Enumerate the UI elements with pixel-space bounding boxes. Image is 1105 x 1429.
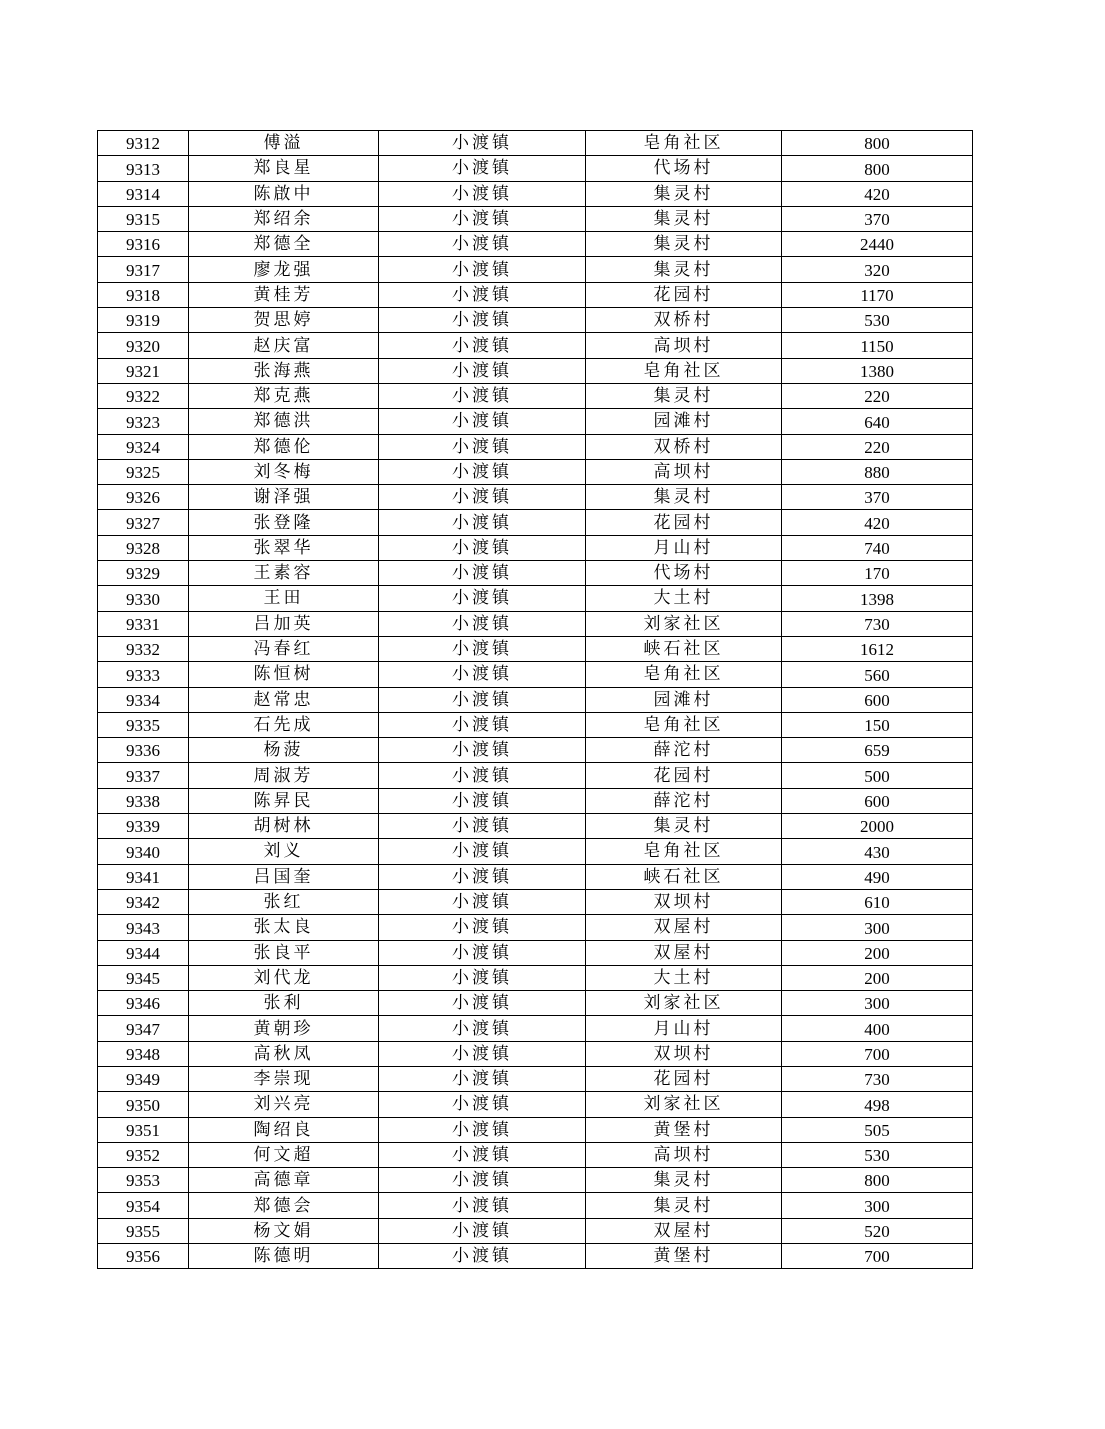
amount-cell: 880 bbox=[782, 459, 973, 484]
town-cell: 小渡镇 bbox=[379, 1117, 586, 1142]
serial-number-cell: 9329 bbox=[98, 561, 189, 586]
village-cell: 高坝村 bbox=[586, 333, 782, 358]
serial-number-cell: 9320 bbox=[98, 333, 189, 358]
village-cell: 双桥村 bbox=[586, 434, 782, 459]
table-row bbox=[98, 459, 973, 484]
town-cell: 小渡镇 bbox=[379, 156, 586, 181]
village-cell: 皂角社区 bbox=[586, 712, 782, 737]
town-cell: 小渡镇 bbox=[379, 308, 586, 333]
table-row bbox=[98, 308, 973, 333]
amount-cell: 150 bbox=[782, 712, 973, 737]
name-cell: 郑德全 bbox=[189, 232, 379, 257]
town-cell: 小渡镇 bbox=[379, 687, 586, 712]
village-cell: 代场村 bbox=[586, 156, 782, 181]
serial-number-cell: 9331 bbox=[98, 611, 189, 636]
amount-cell: 659 bbox=[782, 738, 973, 763]
serial-number-cell: 9354 bbox=[98, 1193, 189, 1218]
name-cell: 王素容 bbox=[189, 561, 379, 586]
name-cell: 何文超 bbox=[189, 1142, 379, 1167]
name-cell: 陶绍良 bbox=[189, 1117, 379, 1142]
village-cell: 双桥村 bbox=[586, 308, 782, 333]
town-cell: 小渡镇 bbox=[379, 738, 586, 763]
table-row bbox=[98, 510, 973, 535]
amount-cell: 370 bbox=[782, 206, 973, 231]
village-cell: 刘家社区 bbox=[586, 1092, 782, 1117]
serial-number-cell: 9324 bbox=[98, 434, 189, 459]
name-cell: 王田 bbox=[189, 586, 379, 611]
table-row bbox=[98, 940, 973, 965]
village-cell: 皂角社区 bbox=[586, 131, 782, 156]
town-cell: 小渡镇 bbox=[379, 1193, 586, 1218]
name-cell: 周淑芳 bbox=[189, 763, 379, 788]
table-row bbox=[98, 839, 973, 864]
village-cell: 双屋村 bbox=[586, 940, 782, 965]
town-cell: 小渡镇 bbox=[379, 814, 586, 839]
amount-cell: 400 bbox=[782, 1016, 973, 1041]
serial-number-cell: 9349 bbox=[98, 1066, 189, 1091]
name-cell: 高秋凤 bbox=[189, 1041, 379, 1066]
town-cell: 小渡镇 bbox=[379, 611, 586, 636]
name-cell: 陈德明 bbox=[189, 1244, 379, 1269]
amount-cell: 490 bbox=[782, 864, 973, 889]
table-row bbox=[98, 1016, 973, 1041]
serial-number-cell: 9352 bbox=[98, 1142, 189, 1167]
village-cell: 花园村 bbox=[586, 763, 782, 788]
serial-number-cell: 9350 bbox=[98, 1092, 189, 1117]
village-cell: 黄堡村 bbox=[586, 1117, 782, 1142]
town-cell: 小渡镇 bbox=[379, 257, 586, 282]
town-cell: 小渡镇 bbox=[379, 358, 586, 383]
serial-number-cell: 9344 bbox=[98, 940, 189, 965]
name-cell: 张利 bbox=[189, 991, 379, 1016]
name-cell: 吕加英 bbox=[189, 611, 379, 636]
amount-cell: 640 bbox=[782, 409, 973, 434]
serial-number-cell: 9319 bbox=[98, 308, 189, 333]
serial-number-cell: 9337 bbox=[98, 763, 189, 788]
town-cell: 小渡镇 bbox=[379, 864, 586, 889]
town-cell: 小渡镇 bbox=[379, 510, 586, 535]
serial-number-cell: 9316 bbox=[98, 232, 189, 257]
amount-cell: 500 bbox=[782, 763, 973, 788]
name-cell: 刘义 bbox=[189, 839, 379, 864]
town-cell: 小渡镇 bbox=[379, 1168, 586, 1193]
name-cell: 谢泽强 bbox=[189, 485, 379, 510]
name-cell: 张良平 bbox=[189, 940, 379, 965]
amount-cell: 170 bbox=[782, 561, 973, 586]
amount-cell: 560 bbox=[782, 662, 973, 687]
subsidy-table bbox=[97, 130, 973, 1269]
serial-number-cell: 9348 bbox=[98, 1041, 189, 1066]
table-row bbox=[98, 232, 973, 257]
serial-number-cell: 9317 bbox=[98, 257, 189, 282]
serial-number-cell: 9343 bbox=[98, 915, 189, 940]
village-cell: 刘家社区 bbox=[586, 991, 782, 1016]
town-cell: 小渡镇 bbox=[379, 459, 586, 484]
town-cell: 小渡镇 bbox=[379, 940, 586, 965]
village-cell: 薛沱村 bbox=[586, 738, 782, 763]
table-row bbox=[98, 1142, 973, 1167]
village-cell: 集灵村 bbox=[586, 206, 782, 231]
town-cell: 小渡镇 bbox=[379, 662, 586, 687]
table-row bbox=[98, 358, 973, 383]
serial-number-cell: 9342 bbox=[98, 889, 189, 914]
name-cell: 冯春红 bbox=[189, 636, 379, 661]
name-cell: 石先成 bbox=[189, 712, 379, 737]
amount-cell: 740 bbox=[782, 535, 973, 560]
table-row bbox=[98, 485, 973, 510]
table-row bbox=[98, 206, 973, 231]
name-cell: 刘冬梅 bbox=[189, 459, 379, 484]
table-row bbox=[98, 687, 973, 712]
amount-cell: 1150 bbox=[782, 333, 973, 358]
amount-cell: 520 bbox=[782, 1218, 973, 1243]
amount-cell: 610 bbox=[782, 889, 973, 914]
table-row bbox=[98, 1168, 973, 1193]
serial-number-cell: 9315 bbox=[98, 206, 189, 231]
amount-cell: 1398 bbox=[782, 586, 973, 611]
village-cell: 园滩村 bbox=[586, 409, 782, 434]
village-cell: 皂角社区 bbox=[586, 839, 782, 864]
village-cell: 皂角社区 bbox=[586, 358, 782, 383]
name-cell: 赵常忠 bbox=[189, 687, 379, 712]
village-cell: 刘家社区 bbox=[586, 611, 782, 636]
table-row bbox=[98, 1193, 973, 1218]
amount-cell: 300 bbox=[782, 1193, 973, 1218]
serial-number-cell: 9338 bbox=[98, 788, 189, 813]
town-cell: 小渡镇 bbox=[379, 1016, 586, 1041]
table-row bbox=[98, 535, 973, 560]
amount-cell: 730 bbox=[782, 611, 973, 636]
amount-cell: 800 bbox=[782, 1168, 973, 1193]
village-cell: 高坝村 bbox=[586, 1142, 782, 1167]
amount-cell: 2000 bbox=[782, 814, 973, 839]
town-cell: 小渡镇 bbox=[379, 206, 586, 231]
name-cell: 高德章 bbox=[189, 1168, 379, 1193]
serial-number-cell: 9334 bbox=[98, 687, 189, 712]
town-cell: 小渡镇 bbox=[379, 889, 586, 914]
village-cell: 黄堡村 bbox=[586, 1244, 782, 1269]
name-cell: 郑良星 bbox=[189, 156, 379, 181]
serial-number-cell: 9330 bbox=[98, 586, 189, 611]
town-cell: 小渡镇 bbox=[379, 1041, 586, 1066]
serial-number-cell: 9347 bbox=[98, 1016, 189, 1041]
town-cell: 小渡镇 bbox=[379, 434, 586, 459]
village-cell: 集灵村 bbox=[586, 383, 782, 408]
table-row bbox=[98, 763, 973, 788]
table-row bbox=[98, 738, 973, 763]
serial-number-cell: 9345 bbox=[98, 965, 189, 990]
table-row bbox=[98, 1066, 973, 1091]
name-cell: 胡树林 bbox=[189, 814, 379, 839]
town-cell: 小渡镇 bbox=[379, 409, 586, 434]
amount-cell: 505 bbox=[782, 1117, 973, 1142]
table-row bbox=[98, 814, 973, 839]
table-row bbox=[98, 586, 973, 611]
amount-cell: 220 bbox=[782, 383, 973, 408]
amount-cell: 1612 bbox=[782, 636, 973, 661]
table-row bbox=[98, 333, 973, 358]
amount-cell: 800 bbox=[782, 131, 973, 156]
amount-cell: 300 bbox=[782, 915, 973, 940]
town-cell: 小渡镇 bbox=[379, 1244, 586, 1269]
table-row bbox=[98, 636, 973, 661]
amount-cell: 700 bbox=[782, 1244, 973, 1269]
amount-cell: 1380 bbox=[782, 358, 973, 383]
village-cell: 双坝村 bbox=[586, 889, 782, 914]
village-cell: 集灵村 bbox=[586, 1193, 782, 1218]
town-cell: 小渡镇 bbox=[379, 1066, 586, 1091]
village-cell: 花园村 bbox=[586, 510, 782, 535]
village-cell: 薛沱村 bbox=[586, 788, 782, 813]
table-row bbox=[98, 889, 973, 914]
serial-number-cell: 9328 bbox=[98, 535, 189, 560]
amount-cell: 730 bbox=[782, 1066, 973, 1091]
name-cell: 陈恒树 bbox=[189, 662, 379, 687]
name-cell: 刘代龙 bbox=[189, 965, 379, 990]
town-cell: 小渡镇 bbox=[379, 712, 586, 737]
amount-cell: 600 bbox=[782, 788, 973, 813]
table-row bbox=[98, 1092, 973, 1117]
town-cell: 小渡镇 bbox=[379, 333, 586, 358]
town-cell: 小渡镇 bbox=[379, 535, 586, 560]
village-cell: 集灵村 bbox=[586, 485, 782, 510]
serial-number-cell: 9326 bbox=[98, 485, 189, 510]
name-cell: 郑德会 bbox=[189, 1193, 379, 1218]
serial-number-cell: 9325 bbox=[98, 459, 189, 484]
village-cell: 双屋村 bbox=[586, 1218, 782, 1243]
name-cell: 陈啟中 bbox=[189, 181, 379, 206]
village-cell: 集灵村 bbox=[586, 257, 782, 282]
town-cell: 小渡镇 bbox=[379, 915, 586, 940]
name-cell: 陈昇民 bbox=[189, 788, 379, 813]
town-cell: 小渡镇 bbox=[379, 636, 586, 661]
amount-cell: 430 bbox=[782, 839, 973, 864]
town-cell: 小渡镇 bbox=[379, 763, 586, 788]
name-cell: 刘兴亮 bbox=[189, 1092, 379, 1117]
serial-number-cell: 9333 bbox=[98, 662, 189, 687]
table-row bbox=[98, 965, 973, 990]
serial-number-cell: 9336 bbox=[98, 738, 189, 763]
town-cell: 小渡镇 bbox=[379, 232, 586, 257]
village-cell: 集灵村 bbox=[586, 1168, 782, 1193]
serial-number-cell: 9327 bbox=[98, 510, 189, 535]
amount-cell: 800 bbox=[782, 156, 973, 181]
name-cell: 黄朝珍 bbox=[189, 1016, 379, 1041]
village-cell: 皂角社区 bbox=[586, 662, 782, 687]
name-cell: 黄桂芳 bbox=[189, 282, 379, 307]
table-row bbox=[98, 915, 973, 940]
table-row bbox=[98, 864, 973, 889]
table-row bbox=[98, 383, 973, 408]
name-cell: 张登隆 bbox=[189, 510, 379, 535]
town-cell: 小渡镇 bbox=[379, 181, 586, 206]
table-row bbox=[98, 561, 973, 586]
amount-cell: 200 bbox=[782, 965, 973, 990]
name-cell: 廖龙强 bbox=[189, 257, 379, 282]
serial-number-cell: 9312 bbox=[98, 131, 189, 156]
village-cell: 峡石社区 bbox=[586, 636, 782, 661]
amount-cell: 370 bbox=[782, 485, 973, 510]
serial-number-cell: 9314 bbox=[98, 181, 189, 206]
serial-number-cell: 9340 bbox=[98, 839, 189, 864]
village-cell: 高坝村 bbox=[586, 459, 782, 484]
town-cell: 小渡镇 bbox=[379, 1092, 586, 1117]
amount-cell: 320 bbox=[782, 257, 973, 282]
table-row bbox=[98, 282, 973, 307]
name-cell: 杨文娟 bbox=[189, 1218, 379, 1243]
table-row bbox=[98, 156, 973, 181]
town-cell: 小渡镇 bbox=[379, 991, 586, 1016]
village-cell: 双屋村 bbox=[586, 915, 782, 940]
name-cell: 郑德洪 bbox=[189, 409, 379, 434]
serial-number-cell: 9335 bbox=[98, 712, 189, 737]
village-cell: 集灵村 bbox=[586, 232, 782, 257]
table-row bbox=[98, 181, 973, 206]
table-row bbox=[98, 1218, 973, 1243]
village-cell: 花园村 bbox=[586, 1066, 782, 1091]
table-row bbox=[98, 611, 973, 636]
table-row bbox=[98, 991, 973, 1016]
table-row bbox=[98, 662, 973, 687]
serial-number-cell: 9341 bbox=[98, 864, 189, 889]
village-cell: 集灵村 bbox=[586, 814, 782, 839]
village-cell: 园滩村 bbox=[586, 687, 782, 712]
serial-number-cell: 9323 bbox=[98, 409, 189, 434]
amount-cell: 220 bbox=[782, 434, 973, 459]
name-cell: 张翠华 bbox=[189, 535, 379, 560]
name-cell: 张太良 bbox=[189, 915, 379, 940]
town-cell: 小渡镇 bbox=[379, 586, 586, 611]
name-cell: 赵庆富 bbox=[189, 333, 379, 358]
amount-cell: 200 bbox=[782, 940, 973, 965]
name-cell: 郑德伦 bbox=[189, 434, 379, 459]
village-cell: 峡石社区 bbox=[586, 864, 782, 889]
amount-cell: 420 bbox=[782, 181, 973, 206]
name-cell: 傅溢 bbox=[189, 131, 379, 156]
table-row bbox=[98, 712, 973, 737]
town-cell: 小渡镇 bbox=[379, 485, 586, 510]
town-cell: 小渡镇 bbox=[379, 839, 586, 864]
name-cell: 吕国奎 bbox=[189, 864, 379, 889]
serial-number-cell: 9339 bbox=[98, 814, 189, 839]
name-cell: 贺思婷 bbox=[189, 308, 379, 333]
name-cell: 郑克燕 bbox=[189, 383, 379, 408]
serial-number-cell: 9351 bbox=[98, 1117, 189, 1142]
amount-cell: 300 bbox=[782, 991, 973, 1016]
amount-cell: 600 bbox=[782, 687, 973, 712]
table-body bbox=[98, 131, 973, 1269]
name-cell: 杨菠 bbox=[189, 738, 379, 763]
table-row bbox=[98, 131, 973, 156]
table-row bbox=[98, 1117, 973, 1142]
village-cell: 集灵村 bbox=[586, 181, 782, 206]
serial-number-cell: 9313 bbox=[98, 156, 189, 181]
serial-number-cell: 9353 bbox=[98, 1168, 189, 1193]
amount-cell: 1170 bbox=[782, 282, 973, 307]
amount-cell: 2440 bbox=[782, 232, 973, 257]
name-cell: 李崇现 bbox=[189, 1066, 379, 1091]
serial-number-cell: 9318 bbox=[98, 282, 189, 307]
amount-cell: 420 bbox=[782, 510, 973, 535]
serial-number-cell: 9355 bbox=[98, 1218, 189, 1243]
amount-cell: 530 bbox=[782, 308, 973, 333]
village-cell: 大土村 bbox=[586, 586, 782, 611]
village-cell: 月山村 bbox=[586, 535, 782, 560]
table-row bbox=[98, 409, 973, 434]
town-cell: 小渡镇 bbox=[379, 383, 586, 408]
serial-number-cell: 9322 bbox=[98, 383, 189, 408]
town-cell: 小渡镇 bbox=[379, 1218, 586, 1243]
village-cell: 双坝村 bbox=[586, 1041, 782, 1066]
table-row bbox=[98, 788, 973, 813]
name-cell: 张红 bbox=[189, 889, 379, 914]
amount-cell: 700 bbox=[782, 1041, 973, 1066]
town-cell: 小渡镇 bbox=[379, 1142, 586, 1167]
table-row bbox=[98, 434, 973, 459]
serial-number-cell: 9346 bbox=[98, 991, 189, 1016]
name-cell: 张海燕 bbox=[189, 358, 379, 383]
amount-cell: 498 bbox=[782, 1092, 973, 1117]
village-cell: 花园村 bbox=[586, 282, 782, 307]
serial-number-cell: 9321 bbox=[98, 358, 189, 383]
town-cell: 小渡镇 bbox=[379, 561, 586, 586]
table-row bbox=[98, 257, 973, 282]
village-cell: 代场村 bbox=[586, 561, 782, 586]
town-cell: 小渡镇 bbox=[379, 282, 586, 307]
town-cell: 小渡镇 bbox=[379, 131, 586, 156]
serial-number-cell: 9356 bbox=[98, 1244, 189, 1269]
village-cell: 月山村 bbox=[586, 1016, 782, 1041]
town-cell: 小渡镇 bbox=[379, 965, 586, 990]
name-cell: 郑绍余 bbox=[189, 206, 379, 231]
town-cell: 小渡镇 bbox=[379, 788, 586, 813]
table-row bbox=[98, 1041, 973, 1066]
amount-cell: 530 bbox=[782, 1142, 973, 1167]
serial-number-cell: 9332 bbox=[98, 636, 189, 661]
village-cell: 大土村 bbox=[586, 965, 782, 990]
table-row bbox=[98, 1244, 973, 1269]
